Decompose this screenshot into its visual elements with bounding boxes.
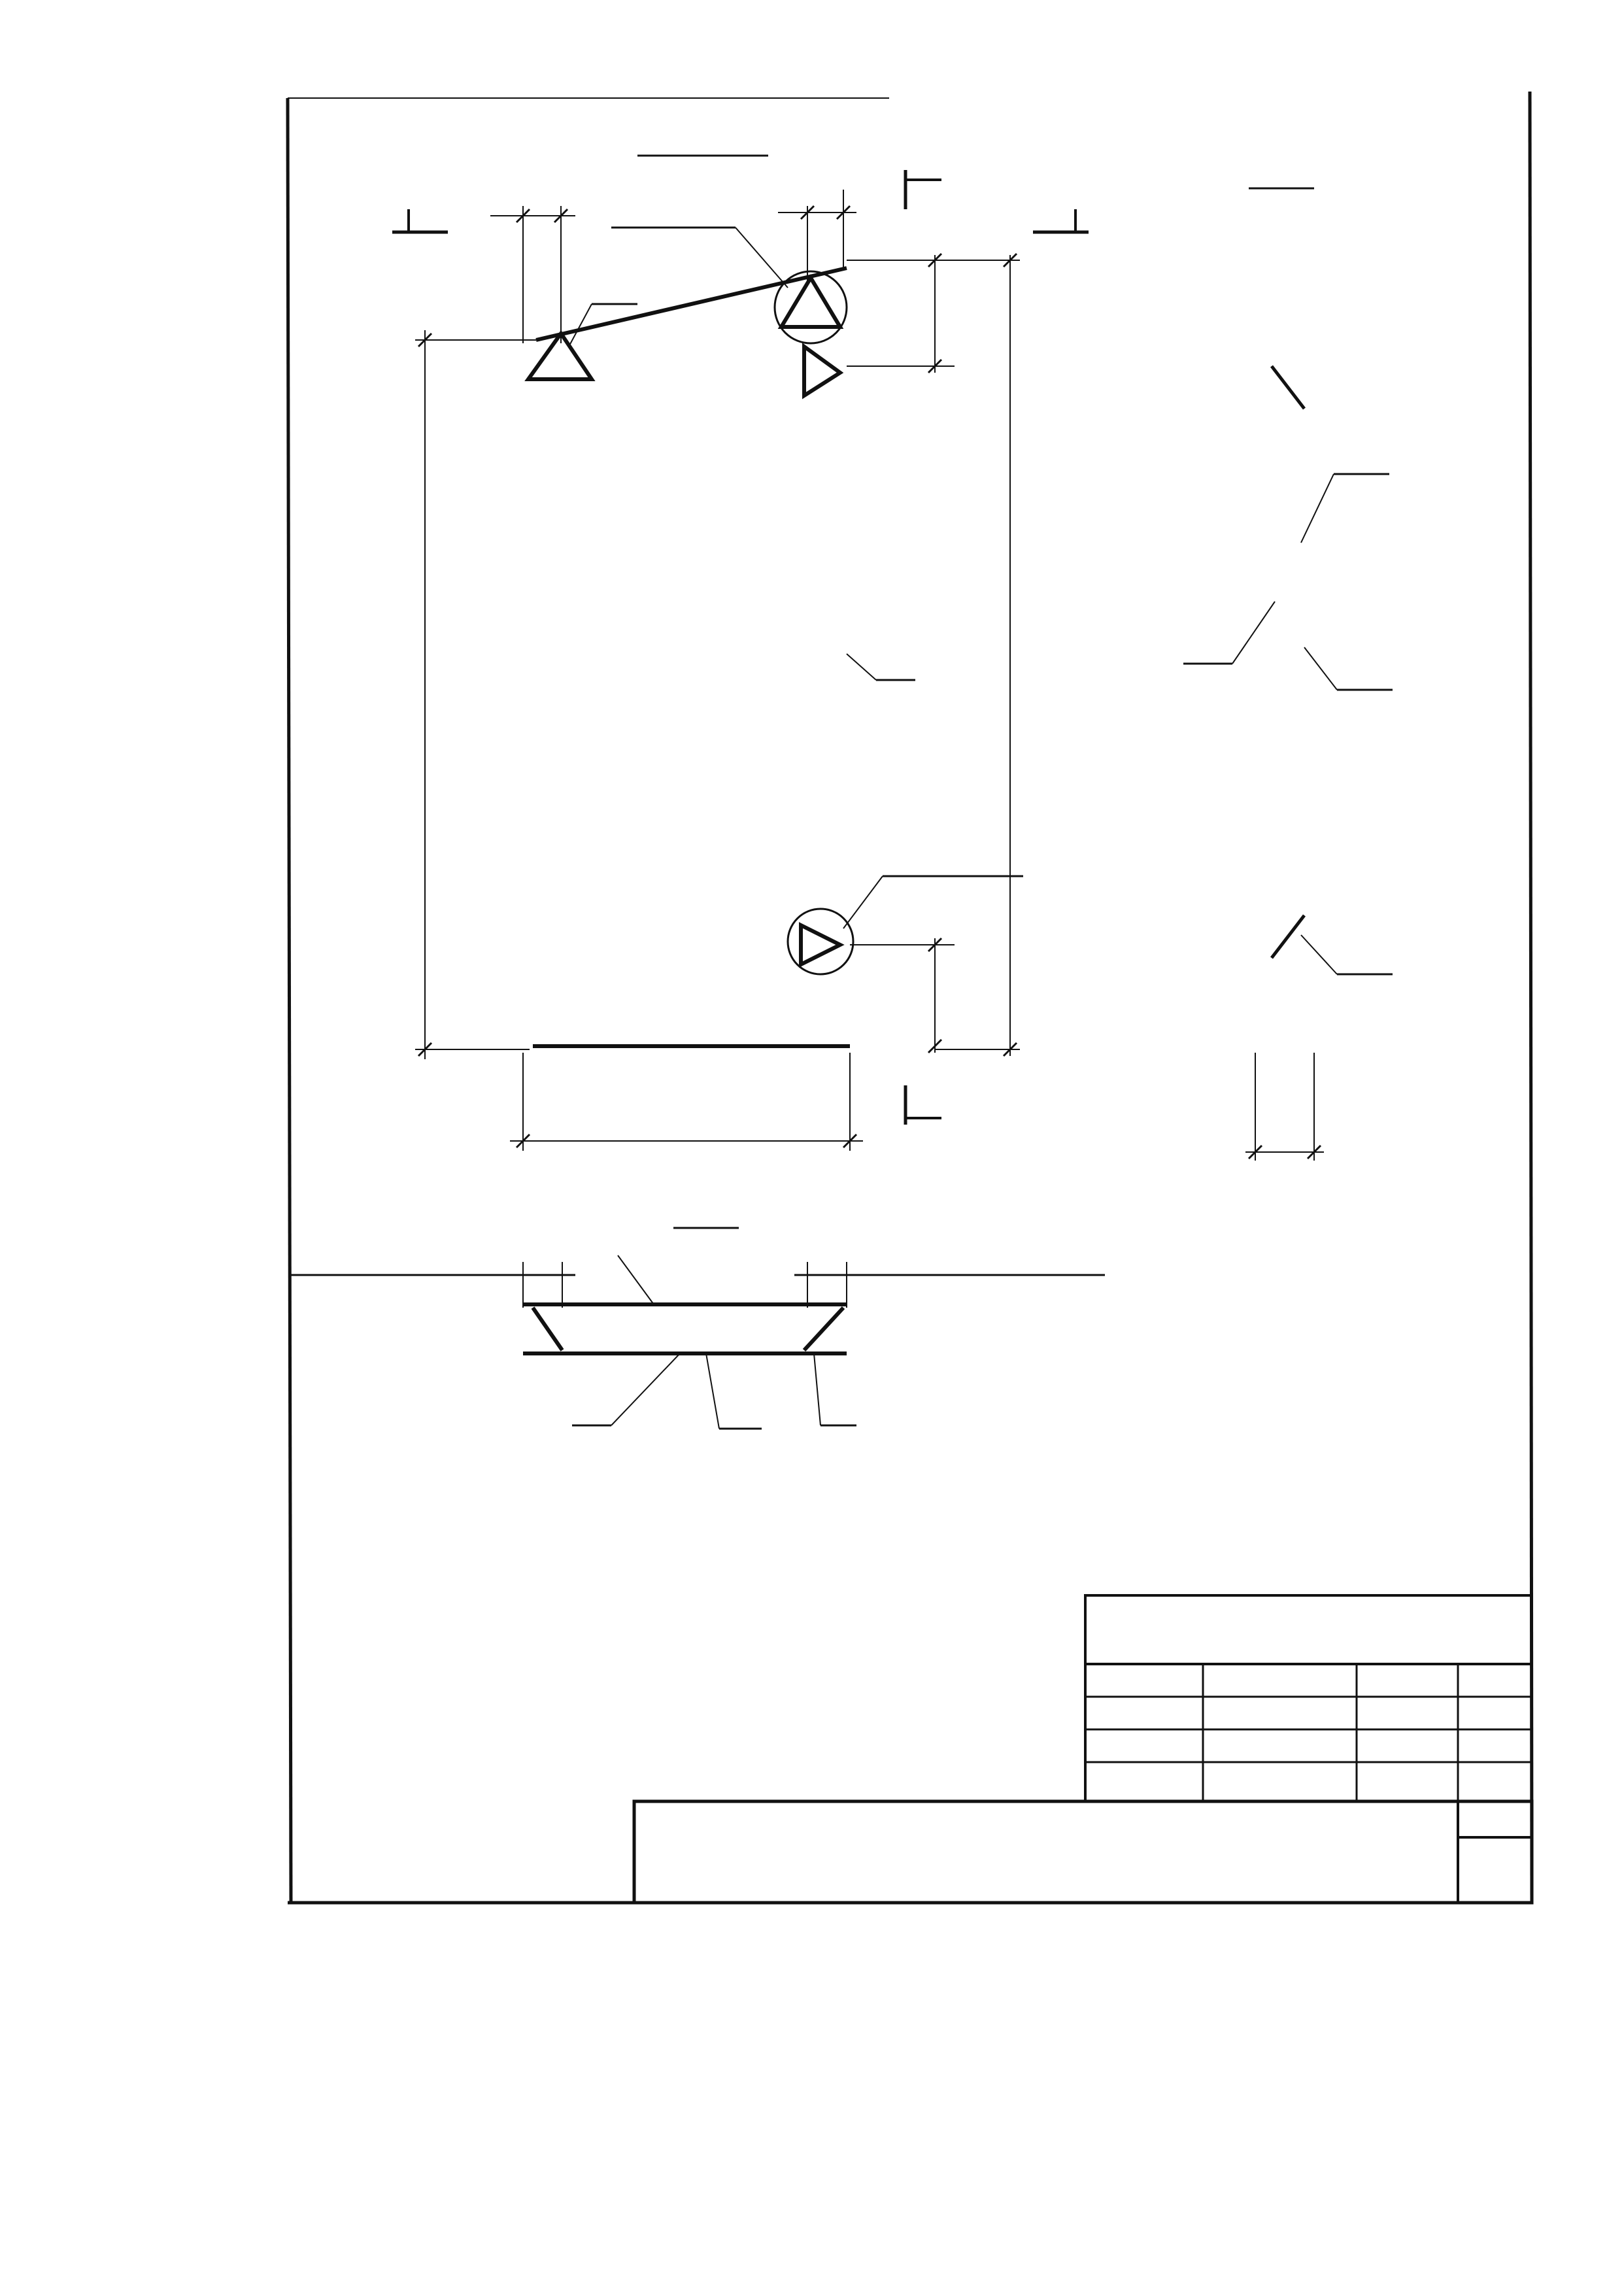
drawing-frame: [288, 92, 1533, 1903]
loop-top-right: [781, 278, 840, 327]
loop-bottom: [801, 925, 840, 964]
elevation-callouts: [569, 228, 1023, 928]
figure-headings: [637, 156, 1314, 1228]
sloped-top-bar: [536, 268, 847, 340]
loop-right-upper: [804, 347, 840, 396]
dimensions: [415, 190, 1020, 1151]
title-block: [634, 1595, 1532, 1903]
node-circle-top: [775, 271, 847, 343]
section-1-1: [1183, 366, 1393, 1161]
section-2-2: [291, 1255, 1105, 1429]
mesh-elevation: [528, 268, 853, 1046]
cut-markers: [392, 170, 1089, 1125]
node-circle-bottom: [788, 909, 853, 974]
